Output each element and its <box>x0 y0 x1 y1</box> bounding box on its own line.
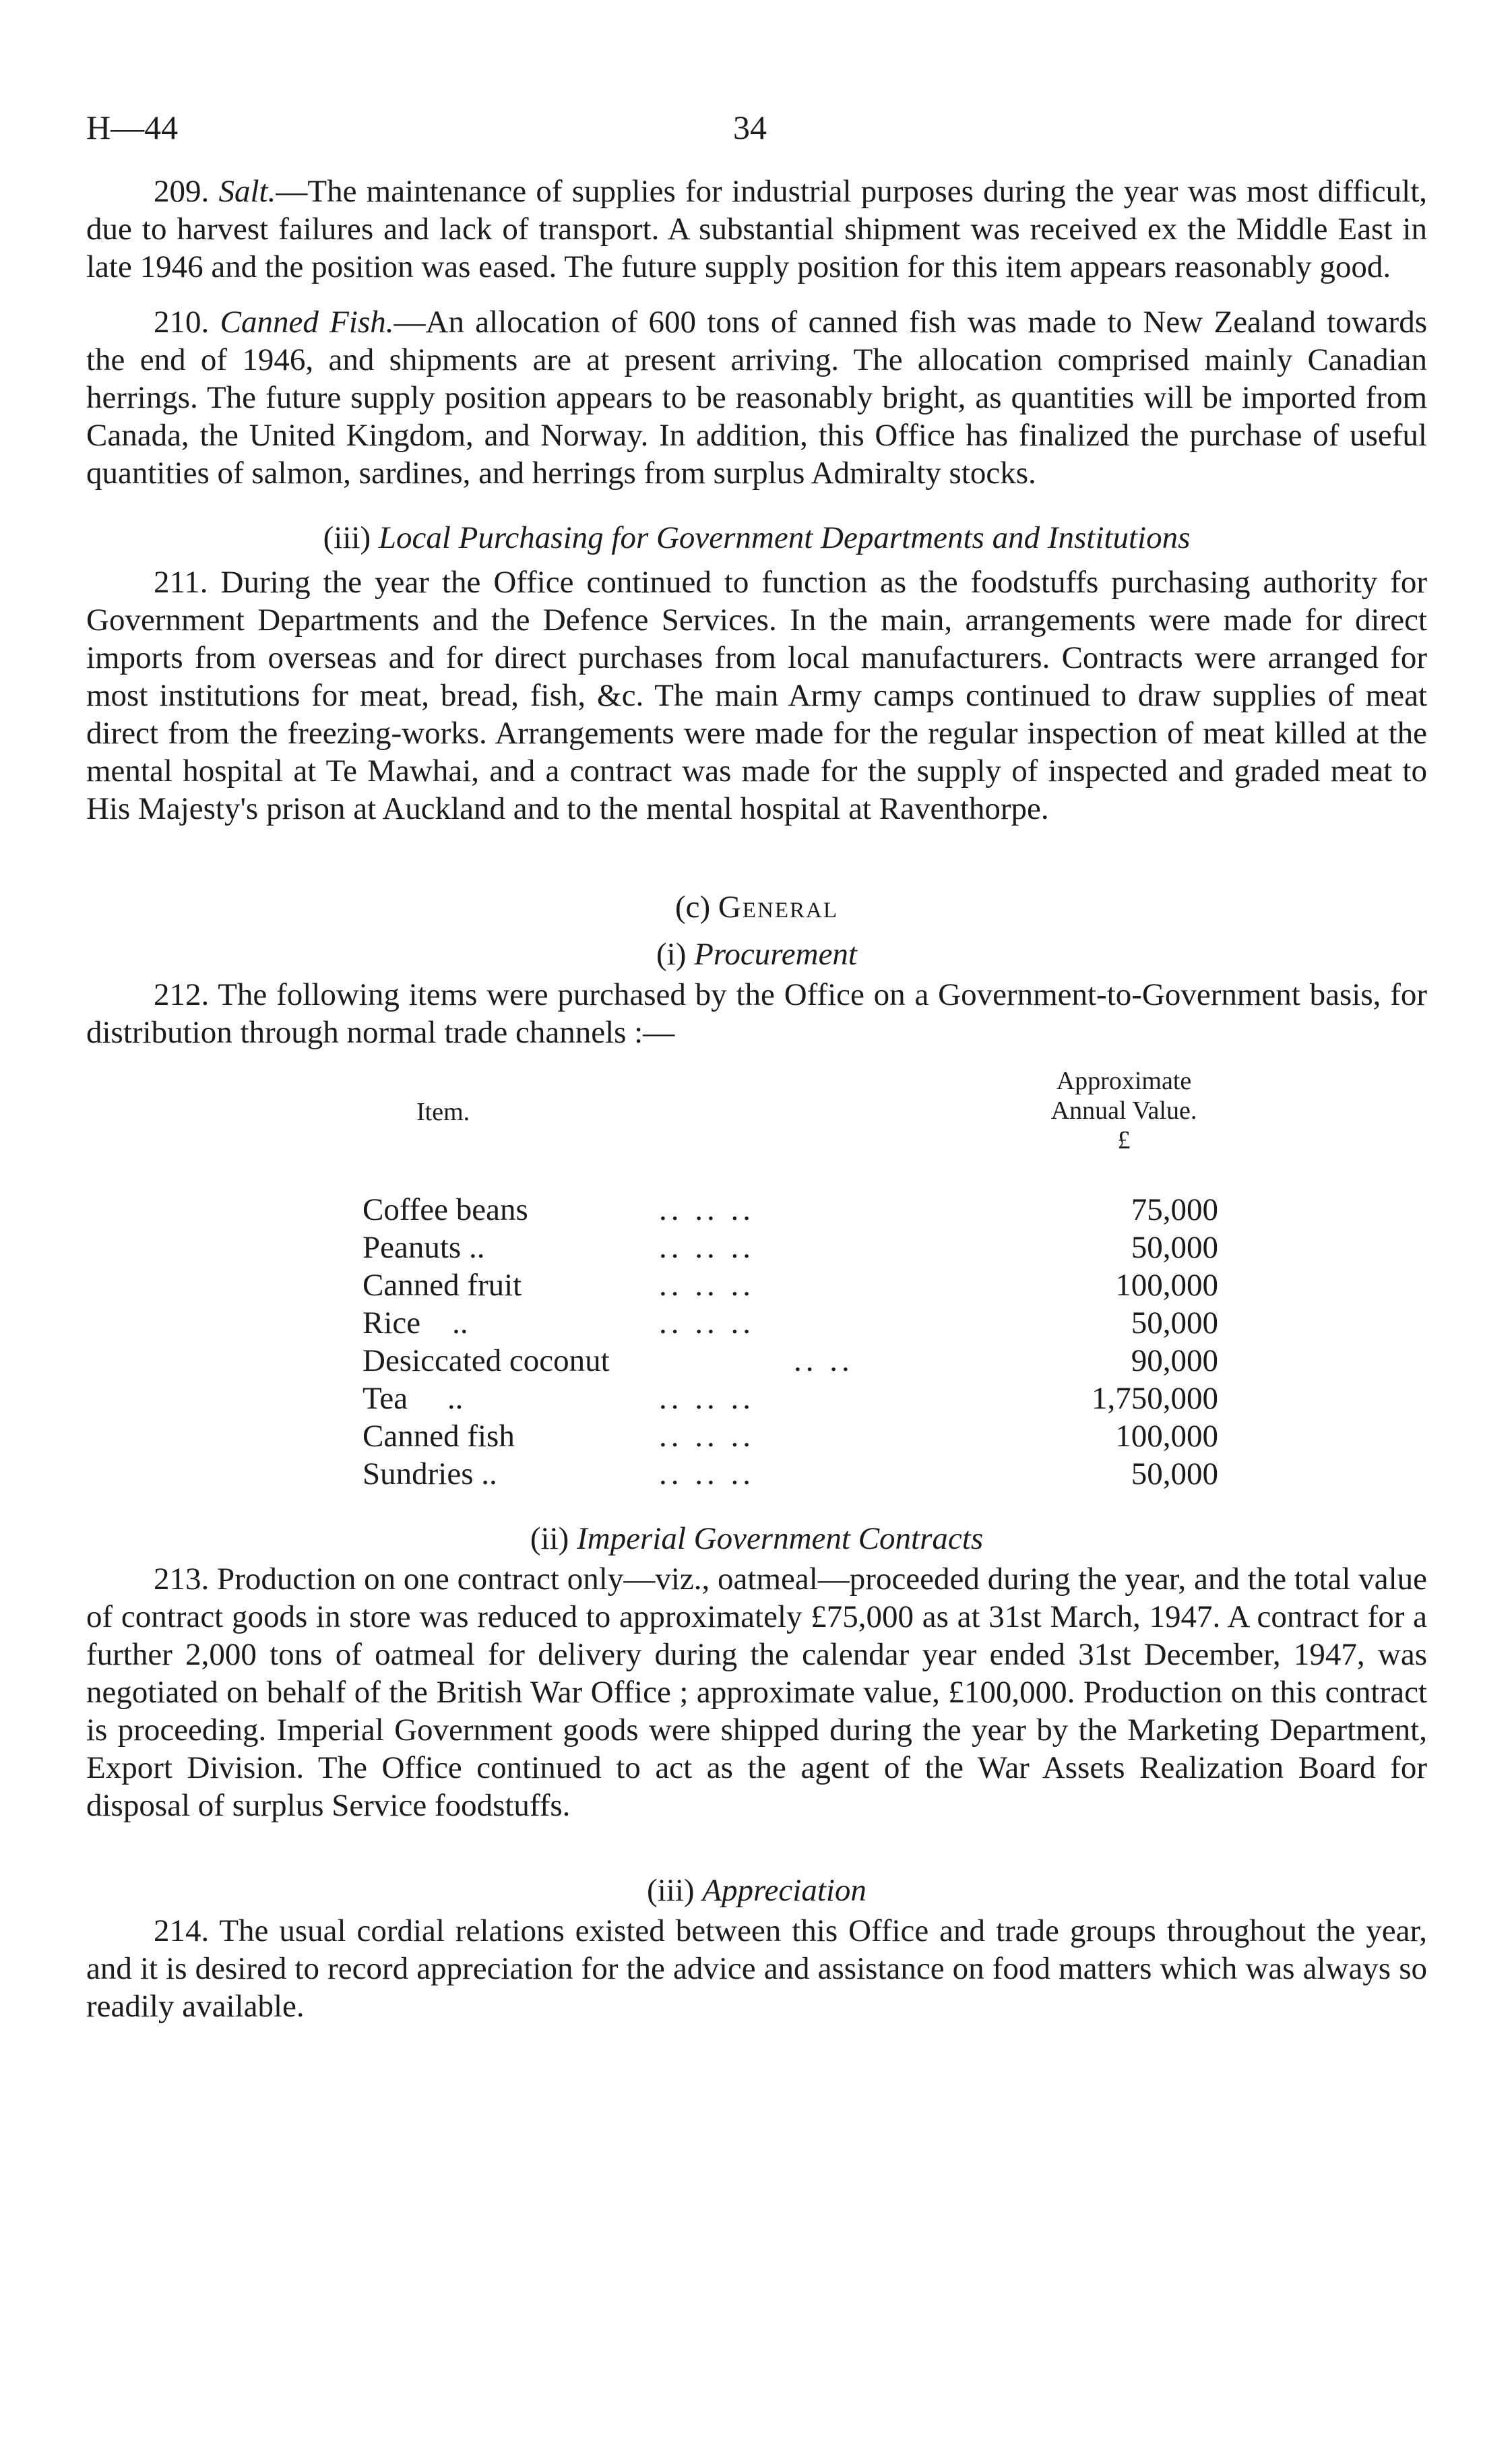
item-name: Tea .. <box>363 1381 464 1416</box>
table-row <box>363 1304 1306 1342</box>
paragraph-number: 209. <box>154 174 210 209</box>
heading-prefix: (iii) <box>647 1873 703 1908</box>
table-row <box>363 1191 1306 1229</box>
column-header-value-line2: Annual Value. <box>1050 1097 1197 1125</box>
item-name: Rice .. <box>363 1305 468 1340</box>
table-row <box>363 1342 1306 1380</box>
heading-prefix: (iii) <box>323 520 379 555</box>
paragraph-number: 210. <box>154 305 210 340</box>
heading-title: General <box>718 890 838 925</box>
item-value: 50,000 <box>1131 1305 1218 1340</box>
heading-title: Imperial Government Contracts <box>577 1521 984 1556</box>
leader-dots: .. .. .. <box>659 1456 755 1491</box>
leader-dots: .. .. .. <box>659 1419 755 1454</box>
table-row <box>363 1380 1306 1417</box>
table-row <box>363 1266 1306 1304</box>
item-value: 1,750,000 <box>1092 1381 1218 1416</box>
leader-dots: .. .. .. <box>659 1230 755 1265</box>
leader-dots: .. .. <box>794 1343 854 1378</box>
paragraph-text: —The maintenance of supplies for industrial purposes during the year was most difficult, due to harvest failures and lack of transport. A substantial shipment was received ex the Middle East in late 1946 and the position was eased. The future supply position for this item appears reasonably good. <box>86 174 1428 284</box>
item-name: Canned fish <box>363 1419 515 1454</box>
leader-dots: .. .. .. <box>659 1268 755 1303</box>
paragraph-212: 212. The following items were purchased by the Office on a Government-to-Government basis, for distribution through normal trade channels :— <box>86 977 1427 1050</box>
paragraph-211: 211. During the year the Office continued to function as the foodstuffs purchasing authority for Government Departments and the Defence Services. In the main, arrangements were made for direct imports from overseas and for direct purchases from local manufacturers. Contracts were arranged for most institutions for meat, bread, fish, &c. The main Army camps continued to draw supplies of meat direct from the freezing-works. Arrangements were made for the regular inspection of meat killed at the mental hospital at Te Mawhai, and a contract was made for the supply of inspected and graded meat to His Majesty's prison at Auckland and to the mental hospital at Raventhorpe. <box>86 565 1427 826</box>
item-name: Coffee beans <box>363 1192 528 1227</box>
heading-general <box>86 888 1427 926</box>
paragraph-214: 214. The usual cordial relations existed between this Office and trade groups throughout the year, and it is desired to record appreciation for the advice and assistance on food matters which was always so readily available. <box>86 1913 1427 2024</box>
page-header <box>86 108 1427 155</box>
paragraph-text: —An allocation of 600 tons of canned fish was made to New Zealand towards the end of 1946, and shipments are at present arriving. The allocation comprised mainly Canadian herrings. The future supply position appears to be reasonably bright, as quantities will be imported from Canada, the United Kingdom, and Norway. In addition, this Office has finalized the purchase of useful quantities of salmon, sardines, and herrings from surplus Admiralty stocks. <box>86 305 1427 491</box>
table-row <box>363 1229 1306 1266</box>
paragraph-210 <box>86 303 1427 492</box>
heading-prefix: (i) <box>656 937 695 972</box>
item-value: 90,000 <box>1131 1343 1218 1378</box>
heading-prefix: (c) <box>674 890 718 925</box>
paragraph-title: Canned Fish. <box>220 305 394 340</box>
document-reference: H—44 <box>86 109 179 146</box>
column-header-value <box>1009 1066 1238 1155</box>
item-value: 50,000 <box>1131 1230 1218 1265</box>
item-value: 100,000 <box>1115 1268 1218 1303</box>
item-value: 100,000 <box>1115 1419 1218 1454</box>
item-name: Canned fruit <box>363 1268 522 1303</box>
paragraph-209 <box>86 173 1427 286</box>
column-header-value-unit: £ <box>1117 1126 1131 1154</box>
column-header-value-line1: Approximate <box>1056 1067 1192 1095</box>
heading-appreciation <box>86 1872 1427 1909</box>
table-header <box>363 1059 1306 1191</box>
heading-title: Local Purchasing for Government Departments and Institutions <box>378 520 1191 555</box>
heading-imperial-contracts <box>86 1520 1427 1557</box>
page-number: 34 <box>733 109 767 146</box>
leader-dots: .. .. .. <box>659 1192 755 1227</box>
paragraph-title: Salt. <box>218 174 276 209</box>
leader-dots: .. .. .. <box>659 1305 755 1340</box>
item-name: Desiccated coconut <box>363 1343 610 1378</box>
table-row <box>363 1455 1306 1493</box>
column-header-item: Item. <box>416 1098 470 1126</box>
document-page <box>86 108 1427 2025</box>
heading-prefix: (ii) <box>530 1521 577 1556</box>
item-name: Sundries .. <box>363 1456 497 1491</box>
item-name: Peanuts .. <box>363 1230 485 1265</box>
paragraph-213: 213. Production on one contract only—viz., oatmeal—proceeded during the year, and the total value of contract goods in store was reduced to approximately £75,000 as at 31st March, 1947. A contract for a further 2,000 tons of oatmeal for delivery during the calendar year ended 31st December, 1947, was negotiated on behalf of the British War Office ; approximate value, £100,000. Production on this contract is proceeding. Imperial Government goods were shipped during the year by the Marketing Department, Export Division. The Office continued to act as the agent of the War Assets Realization Board for disposal of surplus Service foodstuffs. <box>86 1562 1427 1823</box>
table-row <box>363 1417 1306 1455</box>
item-value: 75,000 <box>1131 1192 1218 1227</box>
heading-title: Appreciation <box>702 1873 867 1908</box>
item-value: 50,000 <box>1131 1456 1218 1491</box>
procurement-table <box>363 1059 1306 1493</box>
heading-title: Procurement <box>694 937 857 972</box>
heading-local-purchasing <box>86 519 1427 557</box>
leader-dots: .. .. .. <box>659 1381 755 1416</box>
heading-procurement <box>86 935 1427 973</box>
